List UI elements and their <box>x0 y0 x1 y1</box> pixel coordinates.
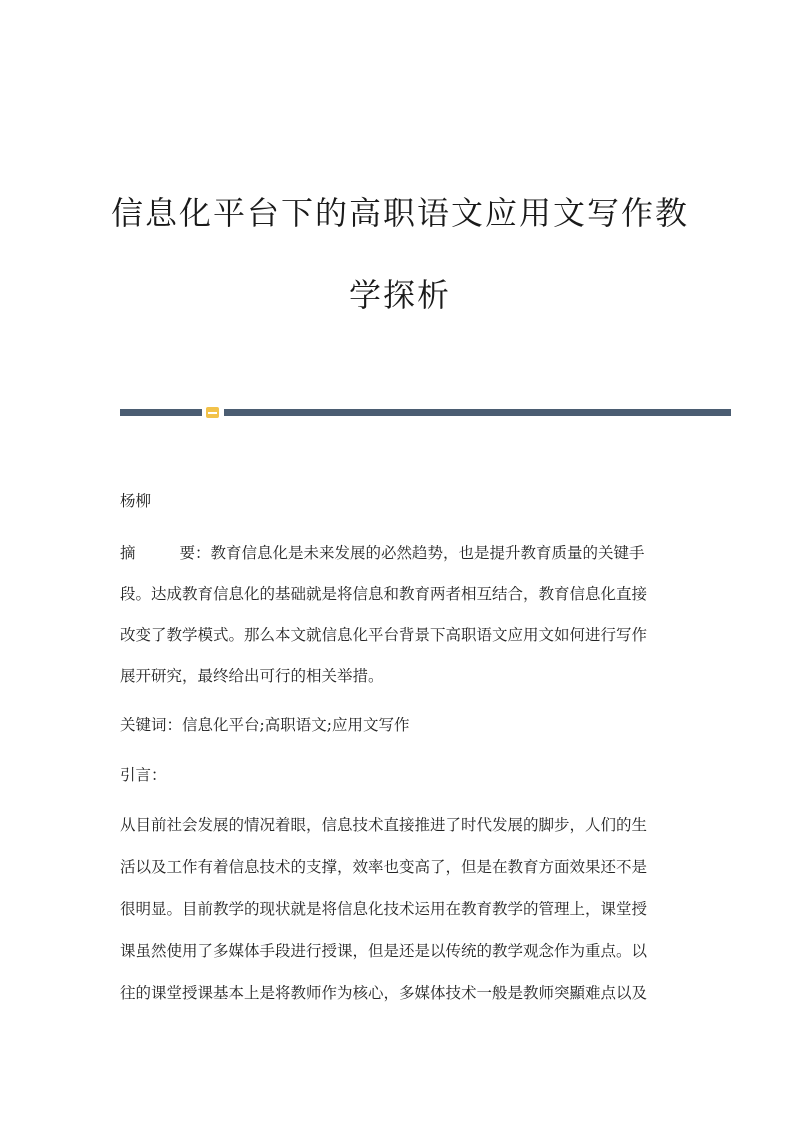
abstract-line-4: 展开研究，最终给出可行的相关举措。 <box>120 667 384 685</box>
body-line-5: 往的课堂授课基本上是将教师作为核心，多媒体技术一般是教师突顯难点以及 <box>120 984 648 1002</box>
abstract-text: 教育信息化是未来发展的必然趋势，也是提升教育质量的关键手 <box>210 544 645 562</box>
body-line-4: 课虽然使用了多媒体手段进行授课，但是还是以传统的教学观念作为重点。以 <box>120 942 648 960</box>
keywords-line <box>120 718 685 734</box>
author: 杨柳 <box>120 492 152 510</box>
keywords-label: 关键词： <box>120 716 183 734</box>
divider-left-bar <box>120 409 202 416</box>
abstract-label-b: 要： <box>179 544 211 562</box>
title-line-1: 信息化平台下的高职语文应用文写作教 <box>110 194 689 232</box>
body-line-2: 活以及工作有着信息技术的支撑，效率也变高了，但是在教育方面效果还不是 <box>120 858 648 876</box>
body-line-1: 从目前社会发展的情况着眼，信息技术直接推进了时代发展的脚步，人们的生 <box>120 816 648 834</box>
title-line-2: 学探析 <box>348 276 451 314</box>
body-line-3: 很明显。目前教学的现状就是将信息化技术运用在教育教学的管理上，课堂授 <box>120 900 648 918</box>
abstract-line-2: 段。达成教育信息化的基础就是将信息和教育两者相互结合，教育信息化直接 <box>120 585 648 603</box>
intro-heading: 引言： <box>120 766 167 784</box>
abstract-line-3: 改变了教学模式。那么本文就信息化平台背景下高职语文应用文如何进行写作 <box>120 626 648 644</box>
title-divider <box>120 409 731 417</box>
keywords-value: 信息化平台;高职语文;应用文写作 <box>182 716 410 734</box>
abstract-label-a: 摘 <box>120 544 136 562</box>
abstract-line-1 <box>120 546 685 562</box>
divider-ornament-icon <box>206 407 219 418</box>
divider-right-bar <box>224 409 731 416</box>
